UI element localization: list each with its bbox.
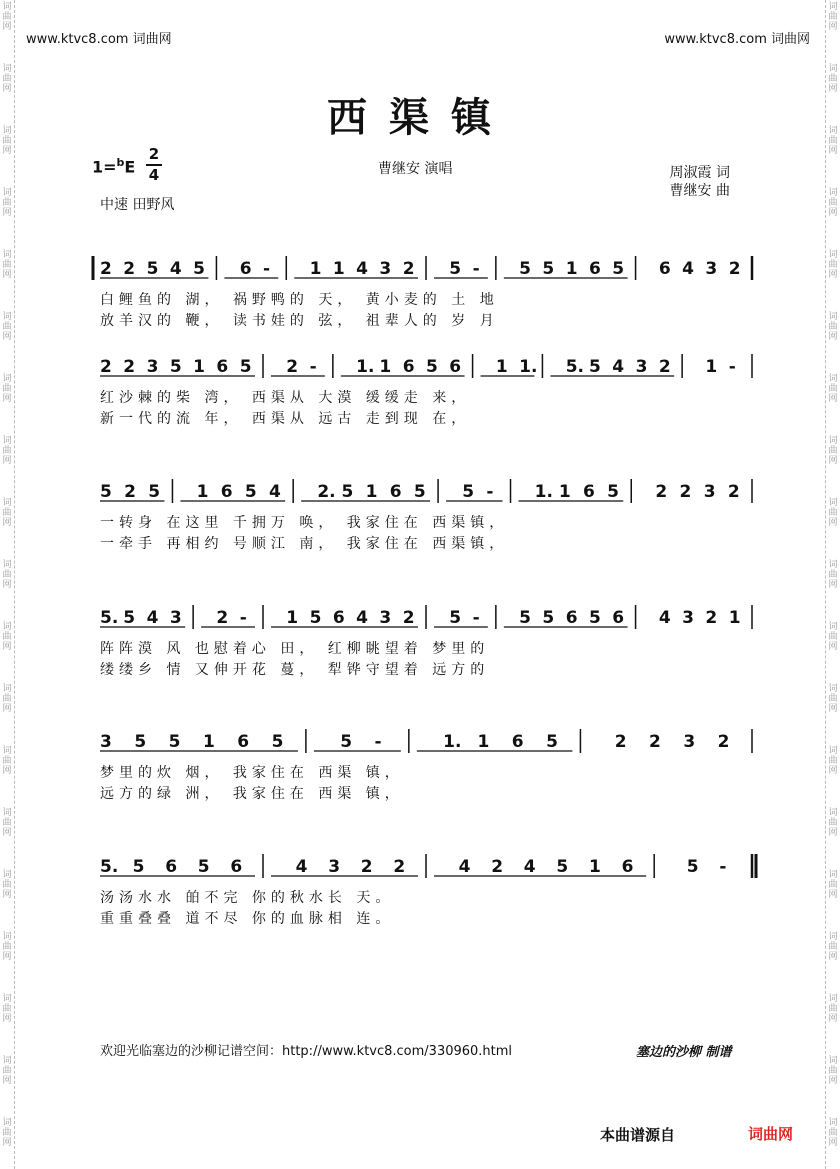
note: 5: [197, 857, 210, 877]
staff-line-6: [100, 854, 752, 927]
note: 6: [402, 357, 415, 377]
margin-watermark: 词 曲 网: [2, 684, 12, 714]
note: 4: [523, 857, 536, 877]
note: 6: [612, 608, 625, 628]
note: 5: [519, 259, 531, 279]
margin-watermark: 词 曲 网: [828, 808, 838, 838]
note: 1: [495, 357, 508, 377]
note: 2: [100, 357, 112, 377]
note: 5: [607, 482, 619, 502]
note: 3: [379, 259, 392, 279]
note: 2.: [317, 482, 336, 502]
lyric-line: 放羊汉的 鞭， 读书娃的 弦， 祖辈人的 岁 月: [100, 313, 499, 329]
note: 3: [635, 357, 648, 377]
note: 6: [449, 357, 462, 377]
note: 4: [169, 259, 182, 279]
note: 5: [169, 357, 182, 377]
note: 5: [413, 482, 426, 502]
note: 2: [124, 482, 136, 502]
margin-watermark: 词 曲 网: [828, 498, 838, 528]
lyric-line: 汤汤水水 㿟不完 你的秋水长 天。: [100, 890, 395, 906]
note: 5: [542, 259, 555, 279]
note: 3: [169, 608, 182, 628]
note: 1: [477, 732, 490, 752]
note: 5: [132, 857, 145, 877]
note: 2: [123, 357, 136, 377]
margin-watermark: 词 曲 网: [2, 1118, 12, 1148]
margin-watermark: 词 曲 网: [2, 746, 12, 776]
song-title: 西渠镇: [327, 94, 513, 141]
note: 2: [360, 857, 373, 877]
margin-watermark: 词 曲 网: [828, 870, 838, 900]
singer-credit: 曹继安 演唱: [378, 161, 453, 177]
margin-watermark: 词 曲 网: [828, 560, 838, 590]
margin-watermark: 词 曲 网: [2, 374, 12, 404]
lyric-line: 梦里的炊 烟， 我家住在 西渠 镇，: [100, 765, 404, 781]
lyric-line: 缕缕乡 情 又伸开花 蔓， 犁铧守望着 远方的: [100, 662, 490, 678]
lyric-line: 阵阵漠 风 也慰着心 田， 红柳眺望着 梦里的: [100, 641, 490, 657]
note: -: [728, 357, 736, 377]
note: 2: [727, 482, 740, 502]
margin-watermark: 词 曲 网: [828, 746, 838, 776]
note: 4: [295, 857, 308, 877]
margin-watermark: 词 曲 网: [2, 2, 12, 32]
margin-watermark: 词 曲 网: [2, 994, 12, 1024]
time-signature: 2 4: [146, 146, 162, 184]
note: 6: [582, 482, 595, 502]
note: 5: [462, 482, 475, 502]
note: 6: [230, 857, 243, 877]
note: 5: [589, 608, 601, 628]
note: 1: [286, 608, 299, 628]
staff-line-4: [100, 605, 752, 678]
note: 5: [134, 732, 147, 752]
note: 6: [511, 732, 524, 752]
margin-watermark: 词 曲 网: [828, 994, 838, 1024]
note: 3: [705, 259, 718, 279]
staff-line-3: [100, 479, 752, 552]
note: 2: [679, 482, 692, 502]
score-maker: 塞边的沙柳 制谱: [636, 1045, 732, 1060]
key-signature: 1=$^b$E: [92, 156, 136, 177]
note: 1: [202, 732, 215, 752]
note: 6: [216, 357, 229, 377]
note: 3: [682, 608, 694, 628]
note: 4: [269, 482, 281, 502]
note: 1.: [519, 357, 538, 377]
note: 5: [146, 259, 159, 279]
note: 1.: [443, 732, 462, 752]
lyric-line: 一牵手 再相约 号顺江 南， 我家住在 西渠镇，: [100, 536, 509, 552]
margin-watermark: 词 曲 网: [828, 1118, 838, 1148]
note: 5: [546, 732, 558, 752]
note: 1: [565, 259, 578, 279]
note: 6: [621, 857, 634, 877]
lyric-line: 远方的绿 洲， 我家住在 西渠 镇，: [100, 786, 404, 802]
note: -: [263, 259, 271, 279]
note: 3: [100, 732, 112, 752]
note: 5: [341, 482, 354, 502]
site-header-left[interactable]: www.ktvc8.com 词曲网: [26, 32, 172, 47]
margin-watermark: 词 曲 网: [828, 436, 838, 466]
note: -: [472, 608, 480, 628]
note: 6: [332, 608, 345, 628]
note: 3: [683, 732, 696, 752]
note: 2: [717, 732, 730, 752]
note: 5: [449, 259, 462, 279]
note: 2: [402, 259, 415, 279]
note: 4: [458, 857, 471, 877]
margin-watermark: 词 曲 网: [2, 870, 12, 900]
note: 1: [705, 357, 718, 377]
welcome-link[interactable]: 欢迎光临塞边的沙柳记谱空间：http://www.ktvc8.com/330960.html: [100, 1044, 513, 1059]
note: -: [309, 357, 317, 377]
margin-watermark: 词 曲 网: [2, 126, 12, 156]
margin-watermark: 词 曲 网: [828, 932, 838, 962]
note: 2: [393, 857, 406, 877]
note: 5: [542, 608, 555, 628]
site-header-right[interactable]: www.ktvc8.com 词曲网: [664, 32, 810, 47]
note: 2: [728, 259, 741, 279]
note: 6: [220, 482, 233, 502]
note: 4: [682, 259, 694, 279]
note: 5: [168, 732, 181, 752]
note: 2: [614, 732, 627, 752]
composer-credit: 曹继安 曲: [669, 183, 730, 199]
margin-watermark: 词 曲 网: [2, 808, 12, 838]
note: 5.: [100, 608, 119, 628]
staff-line-1: [100, 256, 752, 329]
note: 1: [309, 259, 322, 279]
note: 6: [237, 732, 250, 752]
margin-watermark: 词 曲 网: [2, 622, 12, 652]
margin-watermark: 词 曲 网: [2, 498, 12, 528]
note: 5: [686, 857, 699, 877]
note: 6: [658, 259, 671, 279]
margin-watermark: 词 曲 网: [828, 1056, 838, 1086]
note: -: [472, 259, 480, 279]
note: 1.: [534, 482, 553, 502]
note: 5: [519, 608, 531, 628]
margin-watermark: 词 曲 网: [2, 436, 12, 466]
note: 6: [389, 482, 402, 502]
note: 5: [123, 608, 136, 628]
note: 5: [340, 732, 353, 752]
note: 4: [146, 608, 159, 628]
lyric-line: 重重叠叠 道不尽 你的血脉相 连。: [100, 911, 395, 927]
note: 2: [216, 608, 229, 628]
note: 5: [239, 357, 252, 377]
note: -: [719, 857, 727, 877]
note: 3: [328, 857, 341, 877]
note: 2: [402, 608, 415, 628]
note: 2: [655, 482, 668, 502]
margin-watermark: 词 曲 网: [828, 2, 838, 32]
note: 5: [193, 259, 205, 279]
note: 1: [332, 259, 345, 279]
note: 5: [449, 608, 462, 628]
note: 2: [658, 357, 671, 377]
lyric-line: 红沙棘的柴 湾， 西渠从 大漠 缓缓走 来，: [100, 390, 471, 406]
note: 1: [365, 482, 378, 502]
note: -: [486, 482, 494, 502]
margin-watermark: 词 曲 网: [2, 1056, 12, 1086]
note: 1: [589, 857, 601, 877]
note: 3: [146, 357, 159, 377]
staff-line-5: [100, 729, 752, 802]
note: 2: [705, 608, 718, 628]
margin-watermark: 词 曲 网: [828, 188, 838, 218]
note: 2: [649, 732, 661, 752]
margin-watermark: 词 曲 网: [2, 560, 12, 590]
note: 6: [165, 857, 178, 877]
margin-watermark: 词 曲 网: [828, 126, 838, 156]
note: 1.: [356, 357, 375, 377]
note: 2: [491, 857, 504, 877]
note: 2: [100, 259, 112, 279]
note: 1: [558, 482, 571, 502]
lyric-line: 白鲤鱼的 湖， 祸野鸭的 天， 黄小麦的 土 地: [100, 292, 499, 308]
lyric-line: 新一代的流 年， 西渠从 远古 走到现 在，: [100, 411, 471, 427]
note: 1: [728, 608, 741, 628]
note: 2: [286, 357, 299, 377]
note: 4: [356, 608, 368, 628]
note: 1: [193, 357, 205, 377]
note: 5: [148, 482, 161, 502]
margin-watermark: 词 曲 网: [2, 188, 12, 218]
margin-watermark: 词 曲 网: [828, 622, 838, 652]
note: 2: [123, 259, 136, 279]
note: 5: [556, 857, 569, 877]
note: 5: [271, 732, 284, 752]
brand-logo[interactable]: 词曲网: [748, 1125, 794, 1143]
margin-watermark: 词 曲 网: [828, 684, 838, 714]
lyric-line: 一转身 在这里 千拥万 唤， 我家住在 西渠镇，: [100, 515, 509, 531]
note: 5: [309, 608, 322, 628]
margin-watermark: 词 曲 网: [828, 374, 838, 404]
margin-watermark: 词 曲 网: [2, 932, 12, 962]
note: -: [374, 732, 382, 752]
margin-watermark: 词 曲 网: [2, 312, 12, 342]
tempo-marking: 中速 田野风: [100, 197, 175, 213]
note: 4: [612, 357, 625, 377]
note: 5.: [565, 357, 585, 377]
source-label: 本曲谱源自: [600, 1126, 676, 1144]
note: 5: [612, 259, 625, 279]
note: 1: [379, 357, 392, 377]
lyricist-credit: 周淑霞 词: [669, 165, 730, 181]
note: 6: [565, 608, 578, 628]
note: 4: [356, 259, 368, 279]
note: 4: [658, 608, 671, 628]
note: 5: [426, 357, 438, 377]
note: 5: [244, 482, 257, 502]
margin-watermark: 词 曲 网: [828, 312, 838, 342]
note: 5: [589, 357, 601, 377]
note: 1: [196, 482, 209, 502]
note: 3: [379, 608, 392, 628]
note: 3: [703, 482, 716, 502]
note: 5: [100, 482, 112, 502]
margin-watermark: 词 曲 网: [828, 64, 838, 94]
note: 5.: [100, 857, 119, 877]
note: 6: [239, 259, 252, 279]
note: -: [239, 608, 247, 628]
margin-watermark: 词 曲 网: [2, 250, 12, 280]
note: 6: [589, 259, 601, 279]
margin-watermark: 词 曲 网: [828, 250, 838, 280]
staff-line-2: [100, 354, 752, 427]
margin-watermark: 词 曲 网: [2, 64, 12, 94]
